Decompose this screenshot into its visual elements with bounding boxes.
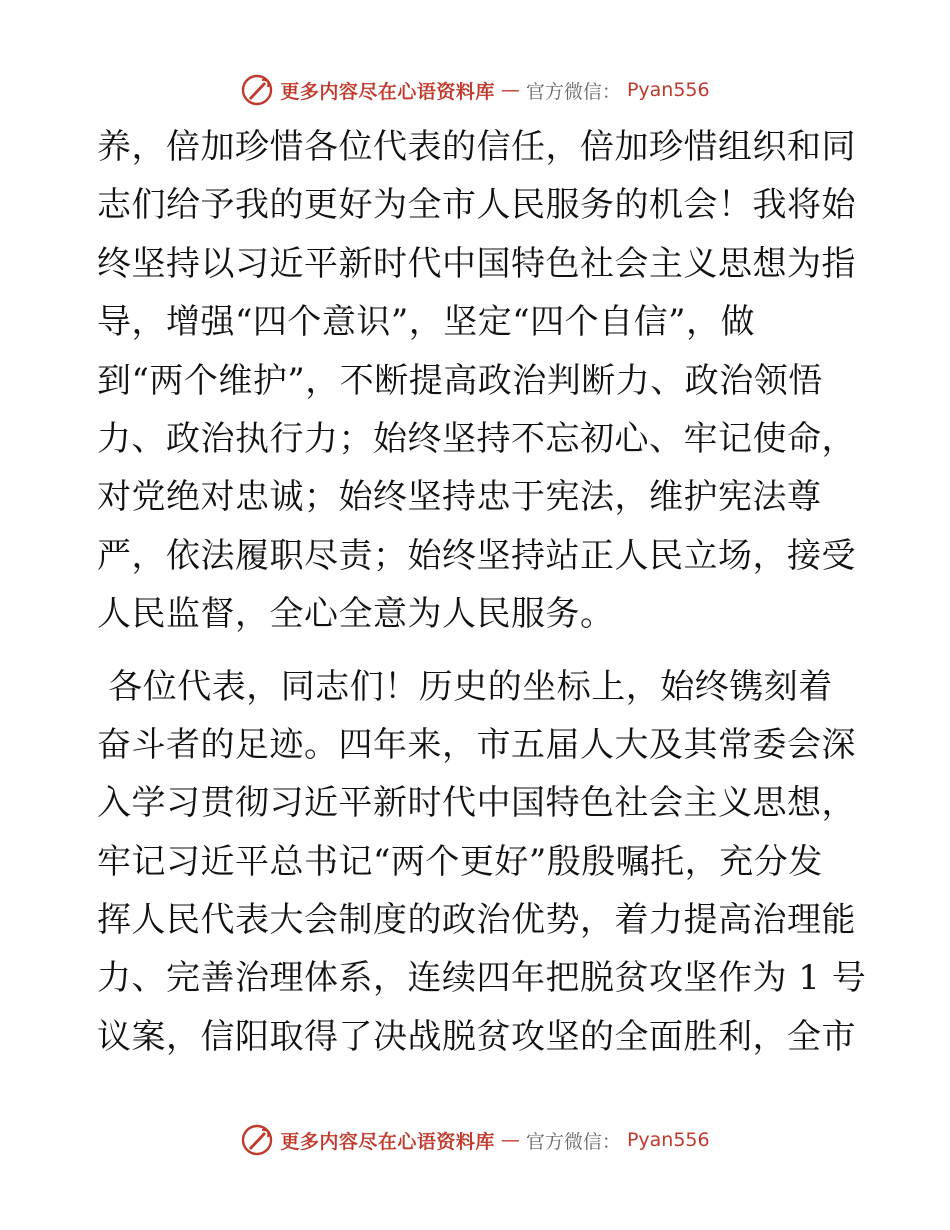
watermark-main-text: 更多内容尽在心语资料库	[280, 80, 495, 103]
text-line: 力、政治执行力；始终坚持不忘初心、牢记使命，	[97, 418, 856, 459]
text-line: 人民监督，全心全意为人民服务。	[97, 594, 615, 635]
paragraph-2	[97, 658, 867, 1067]
text-line: 对党绝对忠诚；始终坚持忠于宪法，维护宪法尊	[97, 477, 822, 518]
quill-logo-icon	[240, 1123, 274, 1157]
paragraph-1	[97, 118, 857, 644]
watermark-wechat-id: Pyan556	[626, 79, 710, 101]
text-line: 奋斗者的足迹。四年来，市五届人大及其常委会深	[97, 724, 856, 765]
footer-watermark	[0, 1120, 950, 1160]
document-body	[97, 118, 867, 1066]
watermark-official-label: 官方微信：	[525, 80, 621, 103]
header-watermark	[0, 70, 950, 110]
watermark-main-text: 更多内容尽在心语资料库	[280, 1130, 495, 1153]
text-line: 入学习贯彻习近平新时代中国特色社会主义思想，	[97, 783, 856, 824]
watermark-separator: —	[500, 1129, 520, 1151]
text-line: 志们给予我的更好为全市人民服务的机会！我将始	[97, 185, 856, 226]
text-line: 各位代表，同志们！历史的坐标上，始终镌刻着	[97, 666, 833, 707]
text-line: 终坚持以习近平新时代中国特色社会主义思想为指	[97, 243, 856, 284]
text-line: 议案，信阳取得了决战脱贫攻坚的全面胜利，全市	[97, 1016, 856, 1057]
text-line: 力、完善治理体系，连续四年把脱贫攻坚作为 1 号	[97, 958, 867, 999]
text-line: 牢记习近平总书记“两个更好”殷殷嘱托，充分发	[97, 841, 823, 882]
quill-logo-icon	[240, 73, 274, 107]
paragraph-spacer	[97, 644, 857, 658]
watermark-official-label: 官方微信：	[525, 1130, 621, 1153]
watermark-separator: —	[500, 79, 520, 101]
text-line: 导，增强“四个意识”，坚定“四个自信”，做	[97, 302, 756, 343]
text-line: 严，依法履职尽责；始终坚持站正人民立场，接受	[97, 535, 856, 576]
text-line: 到“两个维护”，不断提高政治判断力、政治领悟	[97, 360, 823, 401]
text-line: 挥人民代表大会制度的政治优势，着力提高治理能	[97, 900, 856, 941]
watermark-wechat-id: Pyan556	[626, 1129, 710, 1151]
text-line: 养，倍加珍惜各位代表的信任，倍加珍惜组织和同	[97, 127, 856, 167]
